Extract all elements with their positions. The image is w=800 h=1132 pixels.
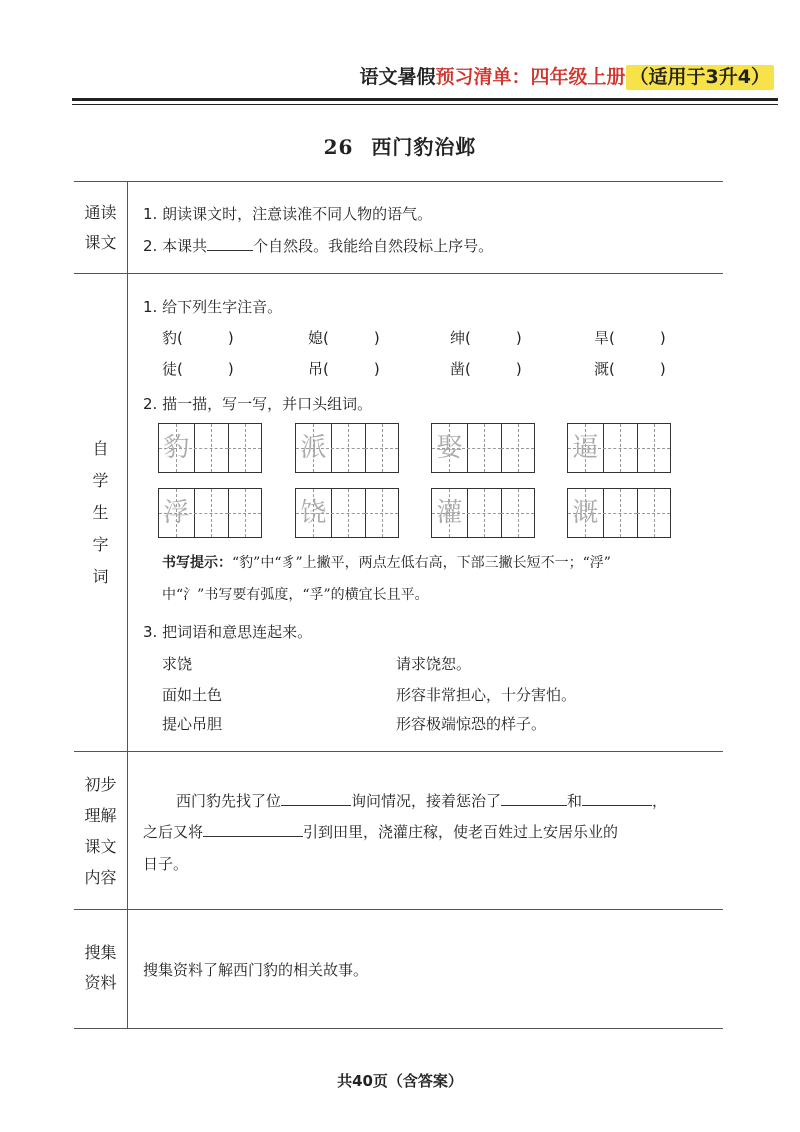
trace-character: 灌 [436, 498, 463, 528]
guide-line [501, 513, 534, 514]
label-line: 搜集 [84, 943, 117, 962]
section-label-self-study [74, 433, 127, 593]
section-label-understand [74, 769, 127, 893]
column-divider [127, 181, 128, 1029]
lesson-name: 西门豹治邺 [371, 135, 477, 159]
header-rule-thick [72, 98, 778, 101]
fill-blank-punished-2[interactable] [582, 791, 652, 806]
collect-task: 搜集资料了解西门豹的相关故事。 [143, 961, 369, 979]
label-char: 字 [92, 535, 109, 554]
writing-tip-text: “豹”中“豸”上撇平，两点左低右高，下部三撇长短不一；“浮” [232, 555, 611, 571]
tracing-grid[interactable] [567, 423, 671, 473]
label-line: 初步 [84, 775, 117, 794]
matching-question-title: 3. 把词语和意思连起来。 [143, 623, 313, 641]
pinyin-item[interactable]: 溉( ) [594, 360, 666, 378]
row-divider [74, 273, 723, 274]
label-line: 课文 [84, 233, 117, 252]
header-title-part2: 预习清单：四年级上册 [435, 66, 626, 88]
row-divider [74, 751, 723, 752]
grid-cell [194, 424, 230, 472]
fill-blank-punished-1[interactable] [501, 791, 567, 806]
tracing-grid[interactable] [431, 423, 535, 473]
label-line: 内容 [84, 868, 117, 887]
read-item-2-before: 2. 本课共 [143, 237, 208, 255]
writing-tip-line-1 [162, 552, 611, 572]
read-item-2 [143, 235, 493, 256]
section-label-collect [74, 938, 127, 998]
guide-line [501, 448, 534, 449]
label-line: 资料 [84, 973, 117, 992]
read-item-1: 1. 朗读课文时，注意读准不同人物的语气。 [143, 205, 433, 223]
trace-character: 饶 [300, 498, 327, 528]
label-char: 学 [92, 471, 109, 490]
fill-blank-person[interactable] [281, 791, 351, 806]
pinyin-item[interactable]: 豹( ) [162, 329, 234, 347]
trace-character: 娶 [436, 433, 463, 463]
pinyin-item[interactable]: 吊( ) [308, 360, 380, 378]
understand-text: 和 [567, 792, 583, 810]
grid-cell [603, 489, 639, 537]
label-line: 通读 [84, 203, 117, 222]
tracing-grid[interactable] [295, 423, 399, 473]
grid-cell [467, 489, 503, 537]
header-title [360, 62, 774, 89]
pinyin-item[interactable]: 媳( ) [308, 329, 380, 347]
writing-tip-label: 书写提示： [162, 555, 232, 571]
label-char: 生 [92, 503, 109, 522]
trace-character: 豹 [163, 433, 190, 463]
tracing-grid[interactable] [158, 423, 262, 473]
guide-line [228, 448, 261, 449]
understand-line-3: 日子。 [143, 855, 189, 873]
trace-character: 逼 [572, 433, 599, 463]
trace-character: 浮 [163, 498, 190, 528]
header-title-part1: 语文暑假 [359, 66, 436, 88]
guide-line [637, 448, 670, 449]
tracing-grid[interactable] [295, 488, 399, 538]
guide-line [365, 513, 398, 514]
grid-cell [467, 424, 503, 472]
understand-text: 引到田里，浇灌庄稼，使老百姓过上安居乐业的 [303, 823, 619, 841]
label-line: 课文 [84, 837, 117, 856]
page-footer: 共40页（含答案） [337, 1072, 463, 1090]
understand-text: ， [652, 792, 668, 810]
guide-line [637, 513, 670, 514]
tracing-grid[interactable] [158, 488, 262, 538]
label-line: 理解 [84, 806, 117, 825]
guide-line [365, 448, 398, 449]
lesson-number: 26 [323, 135, 354, 159]
understand-line-2 [143, 821, 618, 842]
fill-blank-water[interactable] [203, 822, 303, 837]
match-word[interactable]: 提心吊胆 [162, 715, 223, 733]
pinyin-item[interactable]: 凿( ) [450, 360, 522, 378]
grid-cell [331, 489, 367, 537]
grid-cell [194, 489, 230, 537]
match-meaning[interactable]: 请求饶恕。 [396, 655, 472, 673]
read-item-2-after: 个自然段。我能给自然段标上序号。 [253, 237, 494, 255]
match-meaning[interactable]: 形容极端惊恐的样子。 [396, 715, 547, 733]
writing-tip-line-2: 中“氵”书写要有弧度，“孚”的横宜长且平。 [162, 587, 429, 603]
row-divider [74, 909, 723, 910]
grid-cell [331, 424, 367, 472]
header-grade-badge: （适用于3升4） [626, 65, 774, 90]
understand-line-1 [176, 790, 667, 811]
tracing-question-title: 2. 描一描，写一写，并口头组词。 [143, 395, 373, 413]
trace-character: 派 [300, 433, 327, 463]
match-word[interactable]: 求饶 [162, 655, 193, 673]
pinyin-item[interactable]: 绅( ) [450, 329, 522, 347]
label-char: 自 [92, 439, 109, 458]
trace-character: 溉 [572, 498, 599, 528]
paragraph-count-blank[interactable] [207, 236, 253, 251]
match-word[interactable]: 面如土色 [162, 686, 223, 704]
pinyin-item[interactable]: 旱( ) [594, 329, 666, 347]
pinyin-item[interactable]: 徒( ) [162, 360, 234, 378]
understand-text: 询问情况，接着惩治了 [351, 792, 502, 810]
understand-text: 之后又将 [143, 823, 204, 841]
table-border-bottom [74, 1028, 723, 1029]
match-meaning[interactable]: 形容非常担心，十分害怕。 [396, 686, 577, 704]
table-border-top [74, 181, 723, 182]
understand-text: 西门豹先找了位 [176, 792, 282, 810]
grid-cell [603, 424, 639, 472]
header-rule-thin [72, 104, 778, 105]
tracing-grid[interactable] [567, 488, 671, 538]
worksheet-table [74, 181, 723, 1029]
section-label-read [74, 198, 127, 258]
pinyin-question-title: 1. 给下列生字注音。 [143, 298, 283, 316]
guide-line [228, 513, 261, 514]
lesson-title [0, 131, 800, 160]
tracing-grid[interactable] [431, 488, 535, 538]
label-char: 词 [92, 567, 109, 586]
